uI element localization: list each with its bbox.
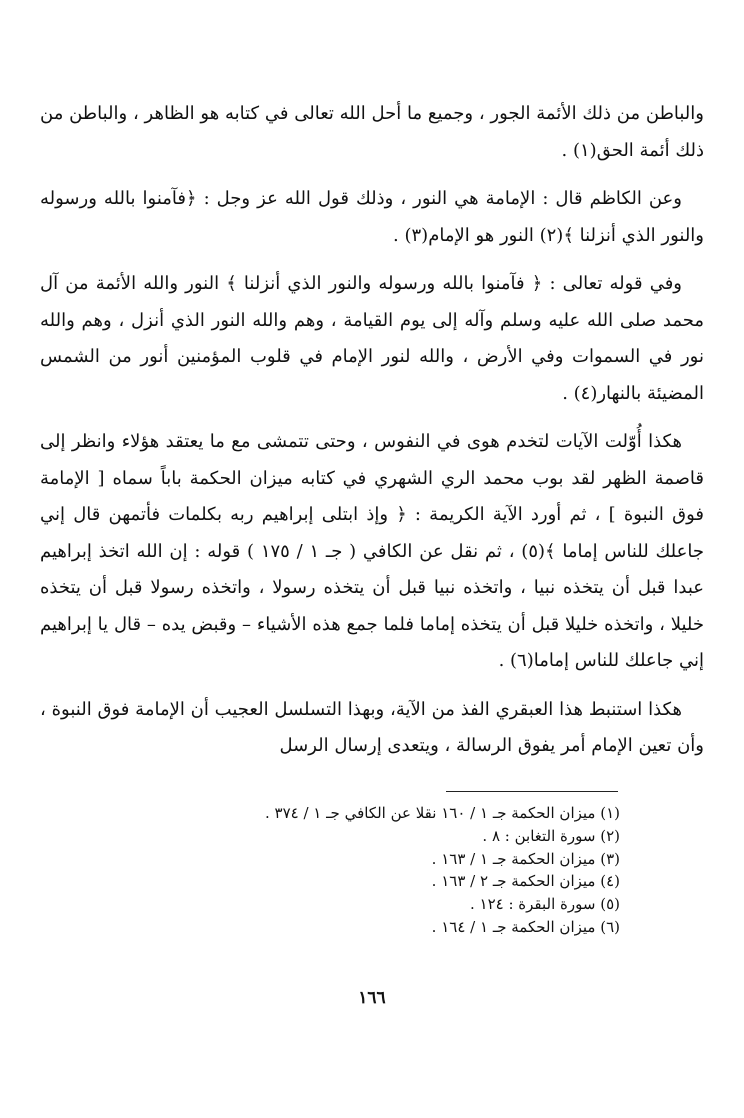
paragraph: هكذا أُوّلت الآيات لتخدم هوى في النفوس ، وحتى تتمشى مع ما يعتقد هؤلاء وانظر إلى قاصمة الظهر لقد بوب محمد الري الشهري في كتابه ميزان الحكمة باباً سماه [ الإمامة فوق النبوة ] ، ثم أورد الآية الكريمة : ﴿ وإذ ابتلى إبراهيم ربه بكلمات فأتمهن قال إني جاعلك للناس إماما ﴾(٥) ، ثم نقل عن الكافي ( جـ ١ / ١٧٥ ) قوله : إن الله اتخذ إبراهيم عبدا قبل أن يتخذه نبيا ، واتخذه نبيا قبل أن يتخذه رسولا ، واتخذه رسولا قبل أن يتخذه خليلا ، واتخذه خليلا قبل أن يتخذه إماما فلما جمع هذه الأشياء – وقبض يده – قال يا إبراهيم إني جاعلك للناس إماما(٦) . <box>40 431 704 671</box>
footnote-separator <box>446 791 618 792</box>
paragraph: وفي قوله تعالى : ﴿ فآمنوا بالله ورسوله والنور الذي أنزلنا ﴾ النور والله الأئمة من آل محمد صلى الله عليه وسلم وآله إلى يوم القيامة ، وهم والله النور الذي أنزل ، وهم والله نور في السموات وفي الأرض ، والله لنور الإمام في قلوب المؤمنين أنور من الشمس المضيئة بالنهار(٤) . <box>40 273 704 404</box>
footnote: (٤) ميزان الحكمة جـ ٢ / ١٦٣ . <box>431 872 620 891</box>
footnote: (٦) ميزان الحكمة جـ ١ / ١٦٤ . <box>431 917 620 936</box>
page-number: ١٦٦ <box>358 988 386 1008</box>
footnote: (٢) سورة التغابن : ٨ . <box>482 826 620 845</box>
main-text <box>40 96 704 777</box>
footnote: (٣) ميزان الحكمة جـ ١ / ١٦٣ . <box>431 849 620 868</box>
paragraph: هكذا استنبط هذا العبقري الفذ من الآية، وبهذا التسلسل العجيب أن الإمامة فوق النبوة ، وأن تعين الإمام أمر يفوق الرسالة ، ويتعدى إرسال الرسل <box>40 698 704 756</box>
footnote: (٥) سورة البقرة : ١٢٤ . <box>469 895 620 914</box>
footnote: (١) ميزان الحكمة جـ ١ / ١٦٠ نقلا عن الكافي جـ ١ / ٣٧٤ . <box>264 804 620 822</box>
footnotes <box>40 802 620 939</box>
paragraph: وعن الكاظم قال : الإمامة هي النور ، وذلك قول الله عز وجل : ﴿فآمنوا بالله ورسوله والنور الذي أنزلنا ﴾(٢) النور هو الإمام(٣) . <box>40 188 704 246</box>
paragraph: والباطن من ذلك الأئمة الجور ، وجميع ما أحل الله تعالى في كتابه هو الظاهر ، والباطن من ذلك أئمة الحق(١) . <box>40 103 704 161</box>
